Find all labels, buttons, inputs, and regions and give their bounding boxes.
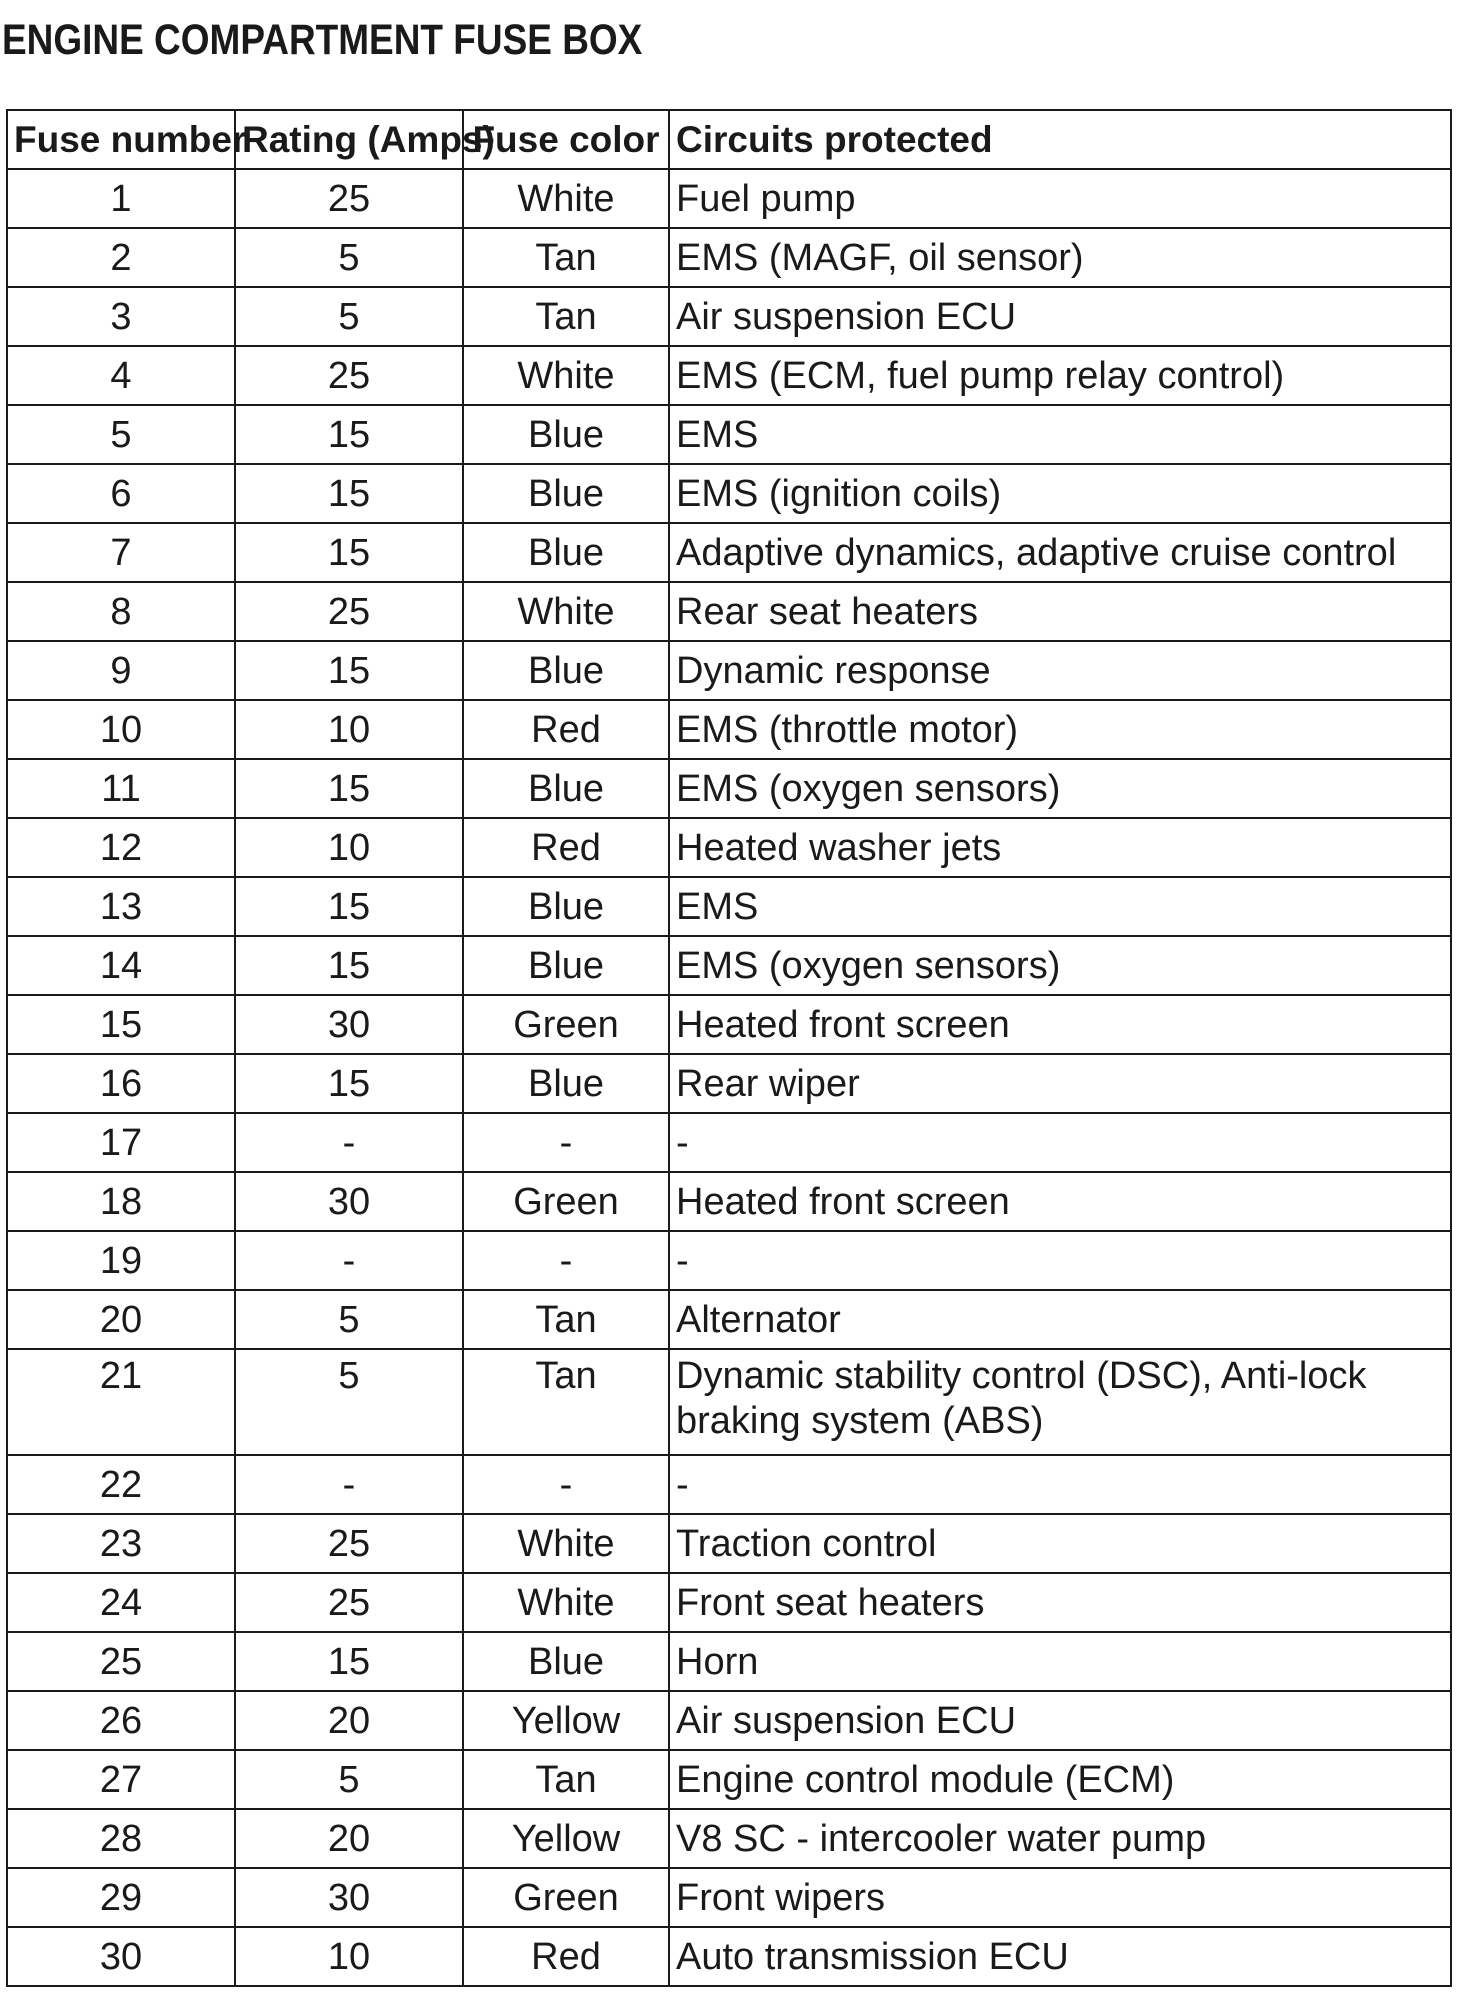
- rating-cell: 25: [235, 346, 463, 405]
- circuit-cell: EMS (oxygen sensors): [669, 936, 1451, 995]
- table-row: [7, 1349, 1451, 1455]
- fuse-color-cell: White: [463, 346, 669, 405]
- fuse-color-cell: Blue: [463, 1632, 669, 1691]
- fuse-color-cell: Tan: [463, 1750, 669, 1809]
- circuit-cell: Heated front screen: [669, 1172, 1451, 1231]
- circuit-cell: Heated washer jets: [669, 818, 1451, 877]
- table-row: [7, 1691, 1451, 1750]
- rating-cell: 5: [235, 1290, 463, 1349]
- circuit-cell: EMS: [669, 405, 1451, 464]
- fuse-number-cell: 9: [7, 641, 235, 700]
- rating-cell: 15: [235, 877, 463, 936]
- fuse-table: [6, 109, 1452, 1987]
- circuit-cell: EMS (MAGF, oil sensor): [669, 228, 1451, 287]
- table-row: [7, 1455, 1451, 1514]
- circuit-cell: Rear wiper: [669, 1054, 1451, 1113]
- fuse-color-cell: Blue: [463, 759, 669, 818]
- fuse-color-cell: -: [463, 1113, 669, 1172]
- fuse-number-cell: 3: [7, 287, 235, 346]
- fuse-number-cell: 20: [7, 1290, 235, 1349]
- rating-cell: 10: [235, 700, 463, 759]
- header-fuse-color: Fuse color: [463, 110, 669, 169]
- fuse-number-cell: 5: [7, 405, 235, 464]
- table-row: [7, 1514, 1451, 1573]
- rating-cell: 30: [235, 1172, 463, 1231]
- fuse-color-cell: Tan: [463, 228, 669, 287]
- fuse-number-cell: 11: [7, 759, 235, 818]
- page-title: ENGINE COMPARTMENT FUSE BOX: [2, 16, 643, 64]
- table-row: [7, 995, 1451, 1054]
- table-row: [7, 169, 1451, 228]
- circuit-cell: EMS (throttle motor): [669, 700, 1451, 759]
- table-row: [7, 877, 1451, 936]
- fuse-number-cell: 29: [7, 1868, 235, 1927]
- circuit-cell: -: [669, 1231, 1451, 1290]
- table-row: [7, 1231, 1451, 1290]
- circuit-cell: Fuel pump: [669, 169, 1451, 228]
- header-fuse-number: Fuse number: [7, 110, 235, 169]
- table-row: [7, 287, 1451, 346]
- table-row: [7, 1809, 1451, 1868]
- rating-cell: 15: [235, 405, 463, 464]
- rating-cell: 5: [235, 1750, 463, 1809]
- fuse-color-cell: Yellow: [463, 1691, 669, 1750]
- circuit-cell: Auto transmission ECU: [669, 1927, 1451, 1986]
- rating-cell: 15: [235, 759, 463, 818]
- circuit-cell: EMS (ignition coils): [669, 464, 1451, 523]
- fuse-color-cell: -: [463, 1231, 669, 1290]
- rating-cell: 5: [235, 228, 463, 287]
- table-row: [7, 1750, 1451, 1809]
- fuse-color-cell: White: [463, 169, 669, 228]
- table-row: [7, 1113, 1451, 1172]
- circuit-cell: Rear seat heaters: [669, 582, 1451, 641]
- fuse-number-cell: 2: [7, 228, 235, 287]
- fuse-color-cell: Tan: [463, 1290, 669, 1349]
- table-row: [7, 700, 1451, 759]
- circuit-cell: Traction control: [669, 1514, 1451, 1573]
- rating-cell: 5: [235, 1349, 463, 1455]
- fuse-color-cell: Blue: [463, 523, 669, 582]
- rating-cell: 20: [235, 1809, 463, 1868]
- header-rating: Rating (Amps): [235, 110, 463, 169]
- circuit-cell: EMS (ECM, fuel pump relay control): [669, 346, 1451, 405]
- rating-cell: 5: [235, 287, 463, 346]
- fuse-color-cell: -: [463, 1455, 669, 1514]
- fuse-number-cell: 30: [7, 1927, 235, 1986]
- fuse-color-cell: Red: [463, 700, 669, 759]
- table-row: [7, 641, 1451, 700]
- table-row: [7, 1573, 1451, 1632]
- table-row: [7, 936, 1451, 995]
- circuit-cell: Front wipers: [669, 1868, 1451, 1927]
- fuse-color-cell: White: [463, 582, 669, 641]
- circuit-cell: EMS (oxygen sensors): [669, 759, 1451, 818]
- table-row: [7, 1054, 1451, 1113]
- circuit-cell: Engine control module (ECM): [669, 1750, 1451, 1809]
- fuse-number-cell: 25: [7, 1632, 235, 1691]
- circuit-cell: Dynamic response: [669, 641, 1451, 700]
- table-header-row: [7, 110, 1451, 169]
- rating-cell: 15: [235, 523, 463, 582]
- rating-cell: 15: [235, 1632, 463, 1691]
- fuse-color-cell: Blue: [463, 877, 669, 936]
- fuse-number-cell: 4: [7, 346, 235, 405]
- circuit-cell: EMS: [669, 877, 1451, 936]
- fuse-color-cell: Green: [463, 1172, 669, 1231]
- rating-cell: 10: [235, 818, 463, 877]
- rating-cell: -: [235, 1113, 463, 1172]
- fuse-number-cell: 24: [7, 1573, 235, 1632]
- fuse-number-cell: 23: [7, 1514, 235, 1573]
- circuit-cell: Dynamic stability control (DSC), Anti-lock braking system (ABS): [669, 1349, 1451, 1455]
- fuse-color-cell: Tan: [463, 1349, 669, 1455]
- table-row: [7, 1868, 1451, 1927]
- rating-cell: 30: [235, 995, 463, 1054]
- fuse-color-cell: Red: [463, 1927, 669, 1986]
- fuse-number-cell: 18: [7, 1172, 235, 1231]
- table-row: [7, 228, 1451, 287]
- table-body: [7, 169, 1451, 1986]
- rating-cell: 30: [235, 1868, 463, 1927]
- circuit-cell: Alternator: [669, 1290, 1451, 1349]
- fuse-color-cell: Blue: [463, 1054, 669, 1113]
- rating-cell: 25: [235, 1573, 463, 1632]
- circuit-cell: Air suspension ECU: [669, 287, 1451, 346]
- fuse-number-cell: 13: [7, 877, 235, 936]
- fuse-number-cell: 15: [7, 995, 235, 1054]
- fuse-number-cell: 16: [7, 1054, 235, 1113]
- rating-cell: 15: [235, 641, 463, 700]
- rating-cell: 25: [235, 582, 463, 641]
- table-row: [7, 1290, 1451, 1349]
- fuse-number-cell: 12: [7, 818, 235, 877]
- fuse-number-cell: 1: [7, 169, 235, 228]
- fuse-number-cell: 26: [7, 1691, 235, 1750]
- table-row: [7, 346, 1451, 405]
- circuit-cell: Front seat heaters: [669, 1573, 1451, 1632]
- fuse-color-cell: White: [463, 1514, 669, 1573]
- fuse-number-cell: 8: [7, 582, 235, 641]
- fuse-color-cell: Red: [463, 818, 669, 877]
- table-row: [7, 1632, 1451, 1691]
- fuse-number-cell: 27: [7, 1750, 235, 1809]
- rating-cell: 25: [235, 169, 463, 228]
- table-row: [7, 759, 1451, 818]
- fuse-number-cell: 19: [7, 1231, 235, 1290]
- fuse-color-cell: White: [463, 1573, 669, 1632]
- table-row: [7, 464, 1451, 523]
- fuse-color-cell: Blue: [463, 936, 669, 995]
- fuse-number-cell: 10: [7, 700, 235, 759]
- fuse-color-cell: Tan: [463, 287, 669, 346]
- circuit-cell: Horn: [669, 1632, 1451, 1691]
- rating-cell: 25: [235, 1514, 463, 1573]
- fuse-color-cell: Blue: [463, 464, 669, 523]
- fuse-color-cell: Green: [463, 1868, 669, 1927]
- rating-cell: 10: [235, 1927, 463, 1986]
- rating-cell: 15: [235, 1054, 463, 1113]
- table-row: [7, 523, 1451, 582]
- header-circuits-protected: Circuits protected: [669, 110, 1451, 169]
- fuse-number-cell: 17: [7, 1113, 235, 1172]
- fuse-number-cell: 14: [7, 936, 235, 995]
- circuit-cell: Heated front screen: [669, 995, 1451, 1054]
- fuse-color-cell: Blue: [463, 405, 669, 464]
- fuse-color-cell: Green: [463, 995, 669, 1054]
- rating-cell: 15: [235, 464, 463, 523]
- fuse-number-cell: 6: [7, 464, 235, 523]
- table-row: [7, 1927, 1451, 1986]
- circuit-cell: -: [669, 1455, 1451, 1514]
- fuse-color-cell: Blue: [463, 641, 669, 700]
- table-row: [7, 405, 1451, 464]
- rating-cell: 15: [235, 936, 463, 995]
- fuse-number-cell: 21: [7, 1349, 235, 1455]
- circuit-cell: Air suspension ECU: [669, 1691, 1451, 1750]
- circuit-cell: V8 SC - intercooler water pump: [669, 1809, 1451, 1868]
- circuit-cell: Adaptive dynamics, adaptive cruise control: [669, 523, 1451, 582]
- fuse-number-cell: 28: [7, 1809, 235, 1868]
- circuit-cell: -: [669, 1113, 1451, 1172]
- fuse-number-cell: 22: [7, 1455, 235, 1514]
- fuse-number-cell: 7: [7, 523, 235, 582]
- rating-cell: 20: [235, 1691, 463, 1750]
- table-row: [7, 582, 1451, 641]
- fuse-color-cell: Yellow: [463, 1809, 669, 1868]
- table-row: [7, 1172, 1451, 1231]
- table-row: [7, 818, 1451, 877]
- rating-cell: -: [235, 1455, 463, 1514]
- rating-cell: -: [235, 1231, 463, 1290]
